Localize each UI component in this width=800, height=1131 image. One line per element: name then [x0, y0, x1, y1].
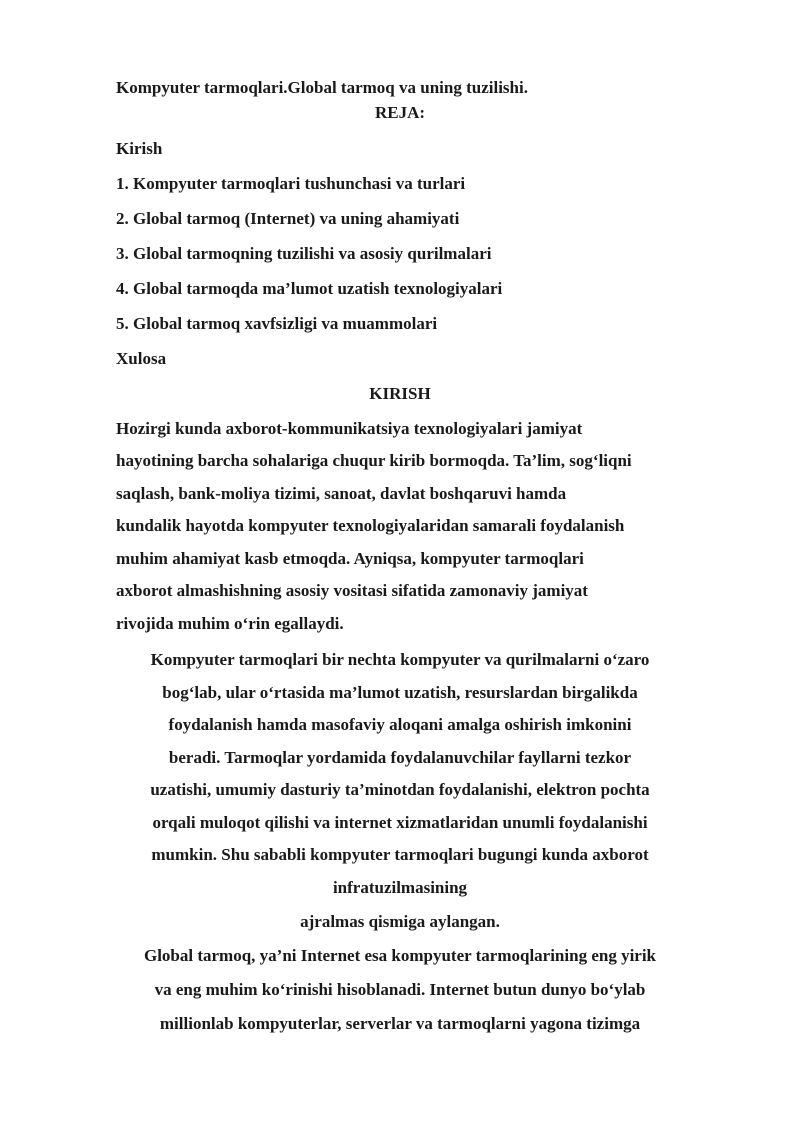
plan-item: 4. Global tarmoqda ma’lumot uzatish texnologiyalari	[116, 279, 503, 298]
paragraph-line: rivojida muhim o‘rin egallaydi.	[116, 614, 344, 633]
paragraph-line: mumkin. Shu sababli kompyuter tarmoqlari bugungi kunda axborot	[151, 845, 649, 864]
paragraph-line: uzatishi, umumiy dasturiy ta’minotdan foydalanishi, elektron pochta	[150, 780, 650, 799]
plan-item: 2. Global tarmoq (Internet) va uning ahamiyati	[116, 209, 460, 228]
paragraph-line: Kompyuter tarmoqlari bir nechta kompyuter va qurilmalarni o‘zaro	[150, 650, 650, 669]
paragraph-line: millionlab kompyuterlar, serverlar va tarmoqlarni yagona tizimga	[159, 1014, 641, 1033]
plan-item: 5. Global tarmoq xavfsizligi va muammolari	[116, 314, 438, 333]
plan-item: 1. Kompyuter tarmoqlari tushunchasi va turlari	[116, 174, 466, 193]
plan-item: Kirish	[116, 139, 163, 158]
paragraph-line: foydalanish hamda masofaviy aloqani amalga oshirish imkonini	[168, 715, 632, 734]
plan-item: 3. Global tarmoqning tuzilishi va asosiy qurilmalari	[116, 244, 492, 263]
paragraph-line: hayotining barcha sohalariga chuqur kirib bormoqda. Ta’lim, sog‘liqni	[116, 451, 632, 470]
paragraph-line: va eng muhim ko‘rinishi hisoblanadi. Internet butun dunyo bo‘ylab	[154, 980, 646, 999]
plan-item: Xulosa	[116, 349, 167, 368]
paragraph-line: Global tarmoq, ya’ni Internet esa kompyuter tarmoqlarining eng yirik	[143, 946, 657, 965]
plan-heading: REJA:	[374, 103, 426, 122]
paragraph-line: bog‘lab, ular o‘rtasida ma’lumot uzatish, resurslardan birgalikda	[162, 683, 638, 702]
paragraph-line: infratuzilmasining	[332, 878, 468, 897]
paragraph-line: axborot almashishning asosiy vositasi sifatida zamonaviy jamiyat	[116, 581, 588, 600]
paragraph-line: Hozirgi kunda axborot-kommunikatsiya texnologiyalari jamiyat	[116, 419, 583, 438]
paragraph-line: orqali muloqot qilishi va internet xizmatlaridan unumli foydalanishi	[152, 813, 648, 832]
document-title: Kompyuter tarmoqlari.Global tarmoq va uning tuzilishi.	[116, 78, 528, 97]
paragraph-line: kundalik hayotda kompyuter texnologiyalaridan samarali foydalanish	[116, 516, 625, 535]
paragraph-line: beradi. Tarmoqlar yordamida foydalanuvchilar fayllarni tezkor	[168, 748, 632, 767]
paragraph-line: saqlash, bank-moliya tizimi, sanoat, davlat boshqaruvi hamda	[116, 484, 567, 503]
paragraph-line: ajralmas qismiga aylangan.	[300, 912, 500, 931]
paragraph-line: muhim ahamiyat kasb etmoqda. Ayniqsa, kompyuter tarmoqlari	[116, 549, 584, 568]
intro-heading: KIRISH	[369, 384, 431, 403]
